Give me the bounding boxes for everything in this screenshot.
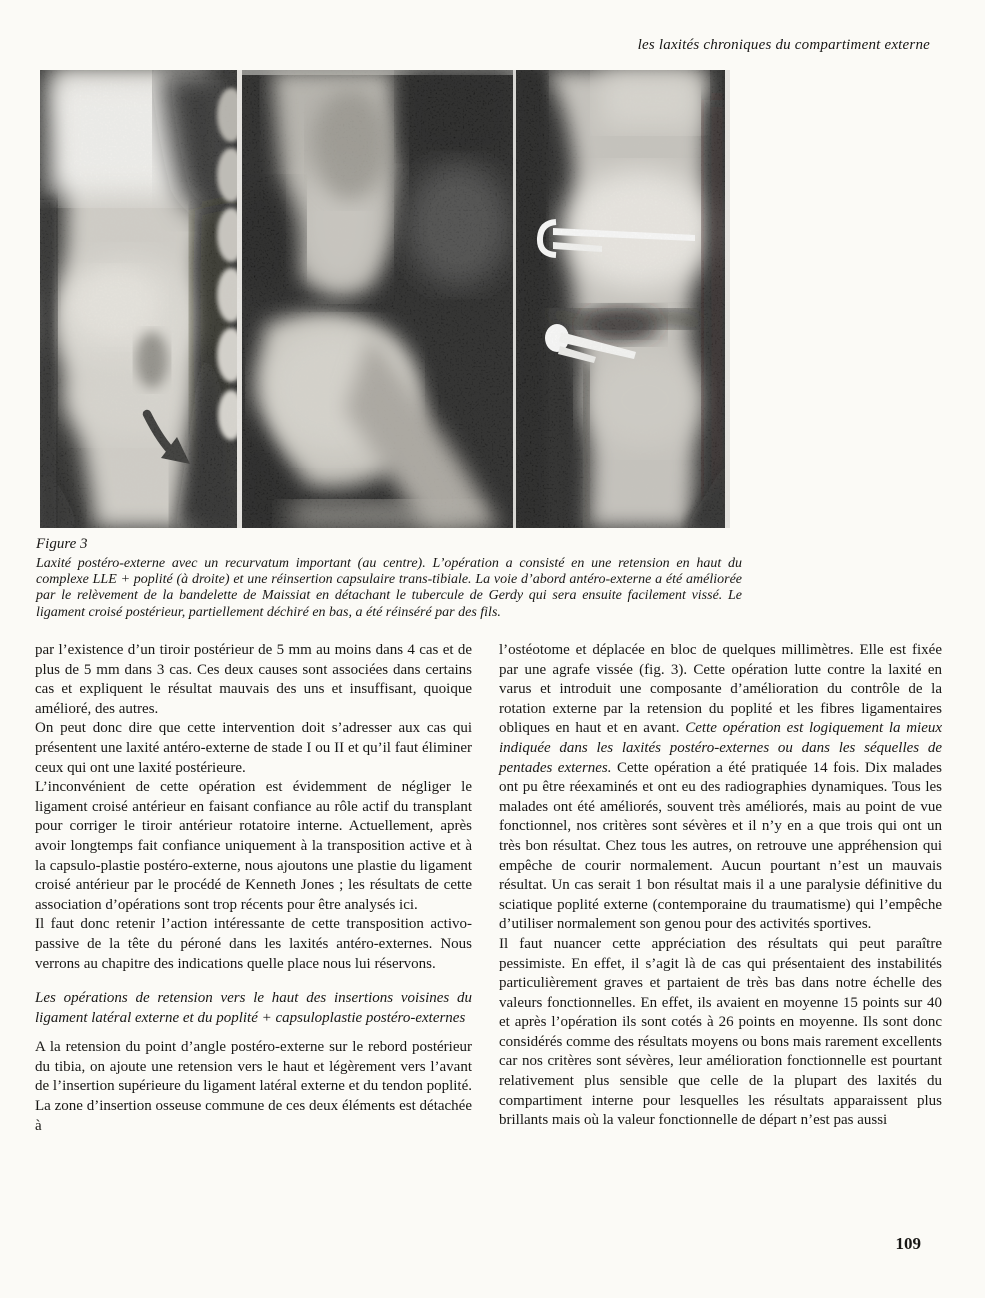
paragraph [499,641,942,935]
paragraph: Il faut nuancer cette appréciation des résultats qui peut paraître pessimiste. En effet, il s’agit là de cas qui présentaient des instabilités particulièrement graves et partaient de très bas dans notre échelle des valeurs fonctionnelles. En effet, ils avaient en moyenne 15 points sur 40 et après l’opération ils sont cotés à 26 points en moyenne. Ils sont donc considérés comme des résultats moyens ou bons mais rarement excellents car nos critères sont sévères, leur amélioration fonctionnelle est pourtant relativement plus sensible que celle de la plupart des laxités du compartiment interne pour lesquelles les résultats apparaissent plus brillants mais où la valeur fonctionnelle de départ n’est pas aussi [499,935,942,1129]
paragraph-text: Cette opération a été pratiquée 14 fois. Dix malades ont pu être réexaminés et ont eu des radiographies dynamiques. Tous les malades ont été améliorés, souvent très améliorés, mais au point de vue fonctionnel, nos critères sont sévères et il n’y en a que trois qui ont un très bon résultat. Chez tous les autres, on retrouve une appréhension qui empêche de courir normalement. Aucun pourtant n’est un mauvais résultat. Un cas serait 1 bon résultat mais il a une paralysie définitive du sciatique poplité externe (contemporaine du traumatisme) qui l’empêche d’utiliser normalement son genou pour des activités sportives. [499,759,943,933]
page-number: 109 [895,1234,921,1253]
right-column [499,641,942,1136]
emphasized-text: Cette opération est logiquement la mieux indiquée dans les laxités postéro-externes ou dans les séquelles de pentades externes. [499,720,943,776]
xray-composite-svg [40,70,730,528]
figure-caption-text: Laxité postéro-externe avec un recurvatum important (au centre). L’opération a consisté en une retension en haut du complexe LLE + poplité (à droite) et une réinsertion capsulaire trans-tibiale. La voie d’abord antéro-externe a été améliorée par le relèvement de la bandelette de Maissiat en détachant le tubercule de Gerdy qui sera ensuite facilement vissé. Le ligament croisé postérieur, partiellement déchiré en bas, a été réinséré par des fils. [36,556,742,620]
figure-caption [36,536,742,621]
paragraph: On peut donc dire que cette intervention doit s’adresser aux cas qui présentent une laxité antéro-externe de stade I ou II et qu’il faut éliminer ceux qui ont une laxité postérieure. [35,720,472,776]
paragraph: L’inconvénient de cette opération est évidemment de négliger le ligament croisé antérieur en faisant confiance au rôle actif du transplant pour corriger le tiroir antérieur rotatoire interne. Actuellement, après avoir longtemps fait confiance uniquement à la transposition active et à la capsulo-plastie postéro-externe, nous ajoutons une plastie du ligament croisé antérieur par le procédé de Kenneth Jones ; les résultats de cette association d’opérations sont trop récents pour être analysés ici. [35,779,472,913]
paragraph: A la retension du point d’angle postéro-externe sur le rebord postérieur du tibia, on ajoute une retension vers le haut et légèrement vers l’avant de l’insertion supérieure du ligament latéral externe et du tendon poplité. La zone d’insertion osseuse commune de ces deux éléments est détachée à [35,1039,472,1134]
paragraph-text: l’ostéotome et déplacée en bloc de quelques millimètres. Elle est fixée par une agrafe vissée (fig. 3). Cette opération lutte contre la laxité en varus et introduit une composante d’amélioration du contrôle de la rotation externe par la retension du poplité et les fibres ligamentaires obliques en haut et en avant. [499,642,942,737]
figure-label: Figure 3 [36,536,88,552]
xray-composite-figure [40,70,730,528]
body-columns [35,641,942,1136]
left-column [35,641,472,1136]
paragraph: par l’existence d’un tiroir postérieur de 5 mm au moins dans 4 cas et de plus de 5 mm dans 3 cas. Ces deux causes sont associées dans certains cas et expliquent le résultat mauvais des uns et insuffisant, quoique amélioré, des autres. [35,642,472,717]
film-grain-overlay [40,70,730,528]
running-header: les laxités chroniques du compartiment externe [637,37,930,53]
paragraph: Il faut donc retenir l’action intéressante de cette transposition activo-passive de la tête du péroné dans les laxités antéro-externes. Nous verrons au chapitre des indications quelle place nous lui réservons. [35,916,472,972]
section-subheading: Les opérations de retension vers le haut des insertions voisines du ligament latéral externe et du poplité + capsuloplastie postéro-externes [35,990,472,1026]
